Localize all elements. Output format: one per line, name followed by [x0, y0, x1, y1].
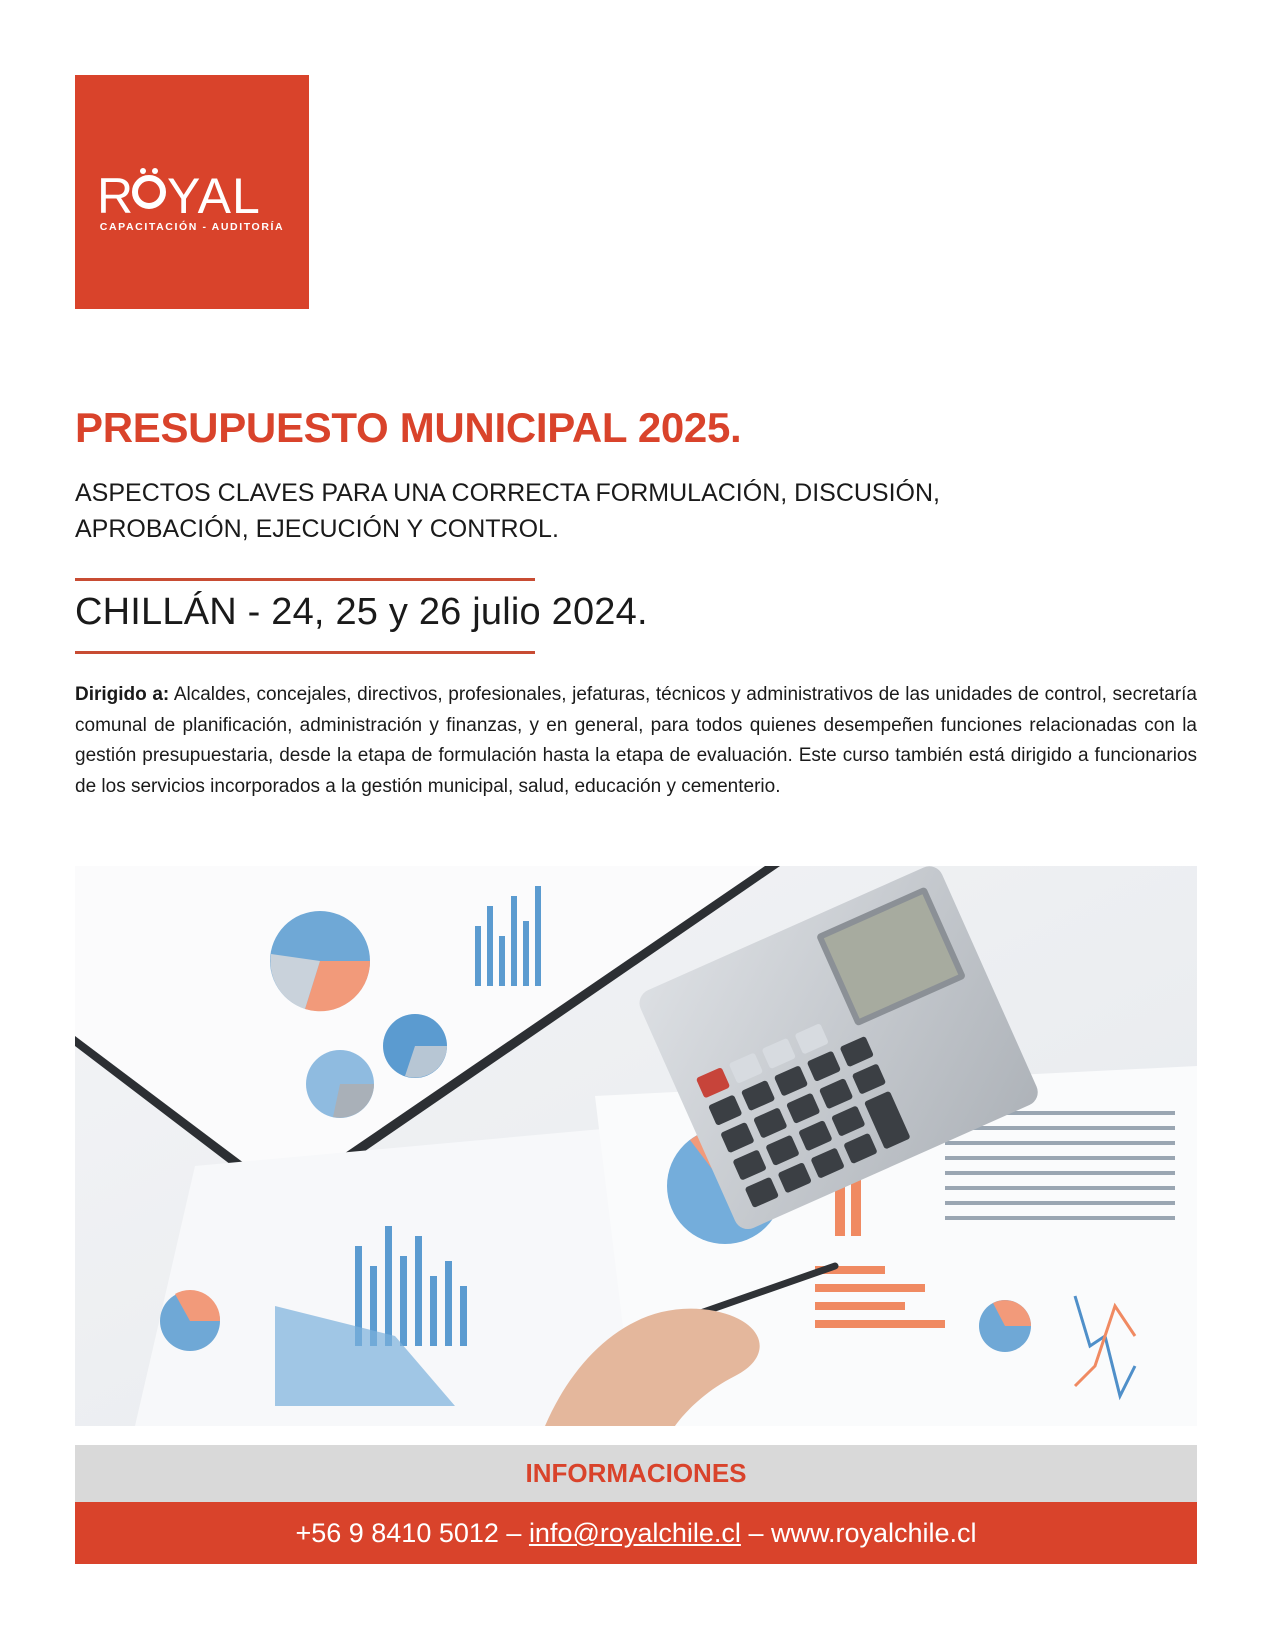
location-dates: CHILLÁN - 24, 25 y 26 julio 2024. — [75, 591, 648, 633]
separator-1: – — [498, 1518, 529, 1548]
course-title: PRESUPUESTO MUNICIPAL 2025. — [75, 404, 742, 451]
subtitle-line-1: ASPECTOS CLAVES PARA UNA CORRECTA FORMULACIÓN, DISCUSIÓN, — [75, 479, 940, 507]
subtitle-line-2: APROBACIÓN, EJECUCIÓN Y CONTROL. — [75, 515, 559, 543]
phone-number: +56 9 8410 5012 — [295, 1518, 499, 1548]
course-subtitle — [75, 475, 1075, 547]
royal-logo-wordmark — [97, 167, 287, 219]
logo-tagline: CAPACITACIÓN - AUDITORÍA — [99, 221, 285, 233]
financial-documents-illustration — [75, 866, 1197, 1426]
audience-label: Dirigido a: — [75, 684, 170, 705]
svg-text:YAL: YAL — [167, 168, 261, 219]
separator-2: – — [740, 1518, 771, 1548]
royal-logo — [75, 75, 309, 309]
email-link[interactable]: info@royalchile.cl — [528, 1518, 741, 1548]
info-label: INFORMACIONES — [525, 1458, 747, 1488]
svg-text:R: R — [97, 168, 135, 219]
audience-text: Alcaldes, concejales, directivos, profesionales, jefaturas, técnicos y administrativos de las unidades de control, secretaría comunal de planificación, administración y finanzas, y en general, para todos quienes desempeñen funciones relacionadas con la gestión presupuestaria, desde la etapa de formulación hasta la etapa de evaluación. Este curso también está dirigido a funcionarios de los servicios incorporados a la gestión municipal, salud, educación y cementerio. — [75, 684, 1197, 797]
contact-bar — [75, 1502, 1197, 1564]
divider-top — [75, 578, 535, 581]
info-bar — [75, 1445, 1197, 1502]
hero-photo — [75, 866, 1197, 1426]
audience-paragraph — [75, 680, 1197, 802]
divider-bottom — [75, 651, 535, 654]
website-link[interactable]: www.royalchile.cl — [770, 1518, 977, 1548]
